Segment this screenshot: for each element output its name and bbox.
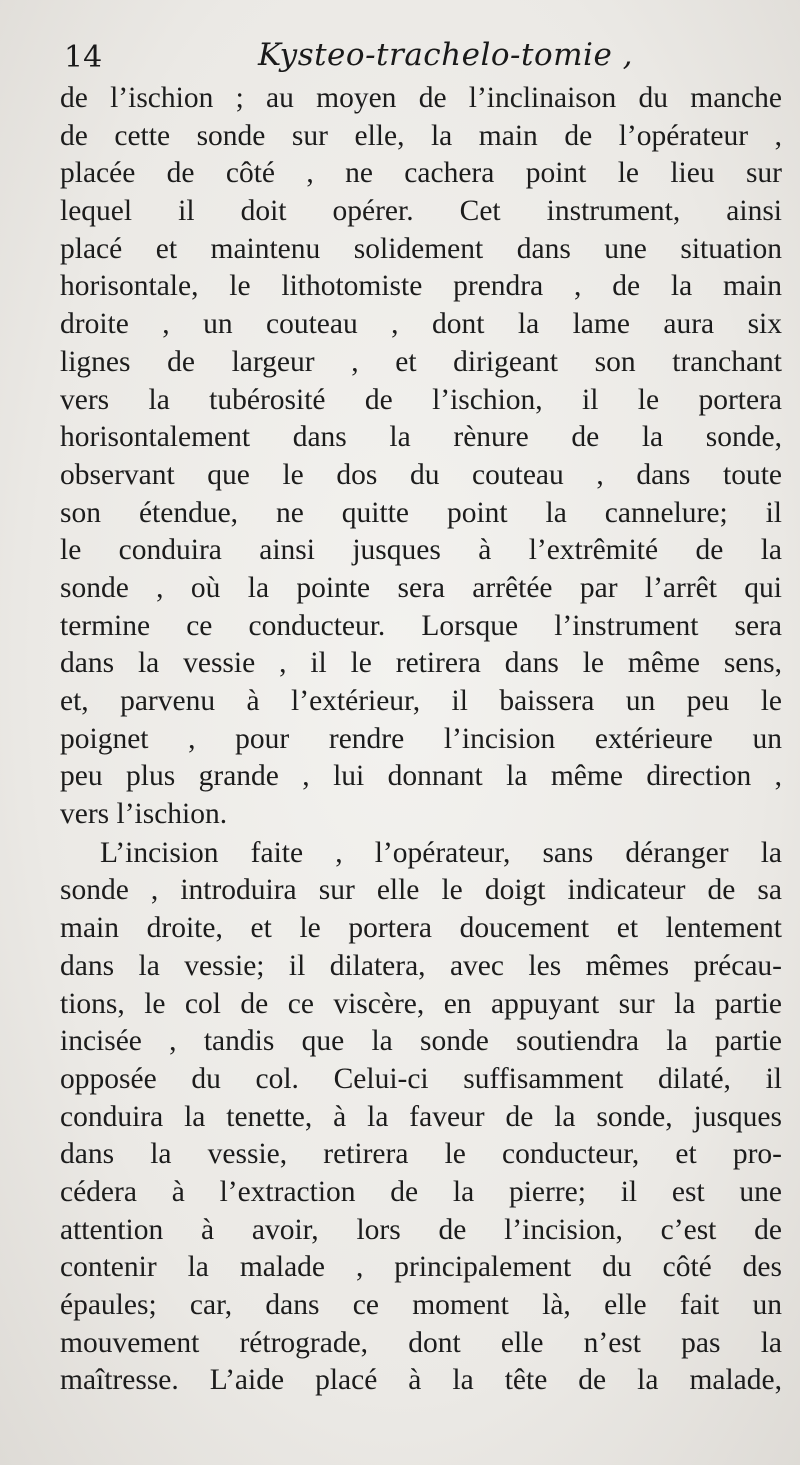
text-line: cédera à l’extraction de la pierre; il est une [60, 1175, 782, 1208]
text-line: le conduira ainsi jusques à l’extrêmité de la [60, 534, 782, 567]
text-line: son étendue, ne quitte point la cannelure; il [60, 496, 782, 529]
text-line: et, parvenu à l’extérieur, il baissera un peu le [60, 685, 782, 717]
text-line: de l’ischion ; au moyen de l’inclinaison du manche [60, 82, 782, 114]
text-line: sonde , introduira sur elle le doigt indicateur de sa [60, 874, 782, 907]
text-line: placé et maintenu solidement dans une situation [60, 232, 782, 265]
text-line: épaules; car, dans ce moment là, elle fait un [60, 1289, 782, 1321]
text-line: main droite, et le portera doucement et lentement [60, 912, 782, 945]
text-line: mouvement rétrograde, dont elle n’est pas la [60, 1326, 782, 1359]
text-line: droite , un couteau , dont la lame aura six [60, 308, 782, 341]
text-line: incisée , tandis que la sonde soutiendra la partie [60, 1025, 782, 1058]
paragraph-1 [60, 80, 782, 834]
paragraph-2 [60, 835, 782, 1400]
text-line: vers la tubérosité de l’ischion, il le portera [60, 383, 782, 416]
running-title: Kysteo-trachelo-tomie , [258, 37, 634, 73]
text-line: lignes de largeur , et dirigeant son tranchant [60, 345, 782, 378]
text-line: poignet , pour rendre l’incision extérieure un [60, 722, 782, 755]
body-text [60, 80, 782, 1400]
text-line: observant que le dos du couteau , dans toute [60, 458, 782, 491]
text-line: de cette sonde sur elle, la main de l’opérateur , [60, 119, 782, 152]
text-line: opposée du col. Celui-ci suffisamment dilaté, il [60, 1062, 782, 1095]
text-line: lequel il doit opérer. Cet instrument, ainsi [60, 195, 782, 228]
text-line: tions, le col de ce viscère, en appuyant sur la partie [60, 987, 782, 1020]
text-line: contenir la malade , principalement du côté des [60, 1251, 782, 1284]
text-line: maîtresse. L’aide placé à la tête de la malade, [60, 1364, 782, 1397]
text-line: horisontalement dans la rènure de la sonde, [60, 421, 782, 454]
page-header [0, 34, 800, 84]
text-line: conduira la tenette, à la faveur de la sonde, jusques [60, 1100, 782, 1133]
text-line: dans la vessie , il le retirera dans le même sens, [60, 647, 782, 680]
text-line: placée de côté , ne cachera point le lieu sur [60, 157, 782, 190]
text-line: termine ce conducteur. Lorsque l’instrument sera [60, 609, 782, 642]
text-line: sonde , où la pointe sera arrêtée par l’arrêt qui [60, 571, 782, 604]
text-line: vers l’ischion. [60, 798, 228, 831]
text-line: L’incision faite , l’opérateur, sans déranger la [100, 836, 782, 869]
page-number: 14 [64, 40, 103, 75]
text-line: dans la vessie, retirera le conducteur, et pro- [60, 1138, 782, 1171]
text-line: horisontale, le lithotomiste prendra , de la main [60, 270, 782, 303]
text-line: dans la vessie; il dilatera, avec les mêmes précau- [60, 949, 782, 982]
text-line: peu plus grande , lui donnant la même direction , [60, 760, 782, 793]
text-line: attention à avoir, lors de l’incision, c’est de [60, 1213, 782, 1246]
